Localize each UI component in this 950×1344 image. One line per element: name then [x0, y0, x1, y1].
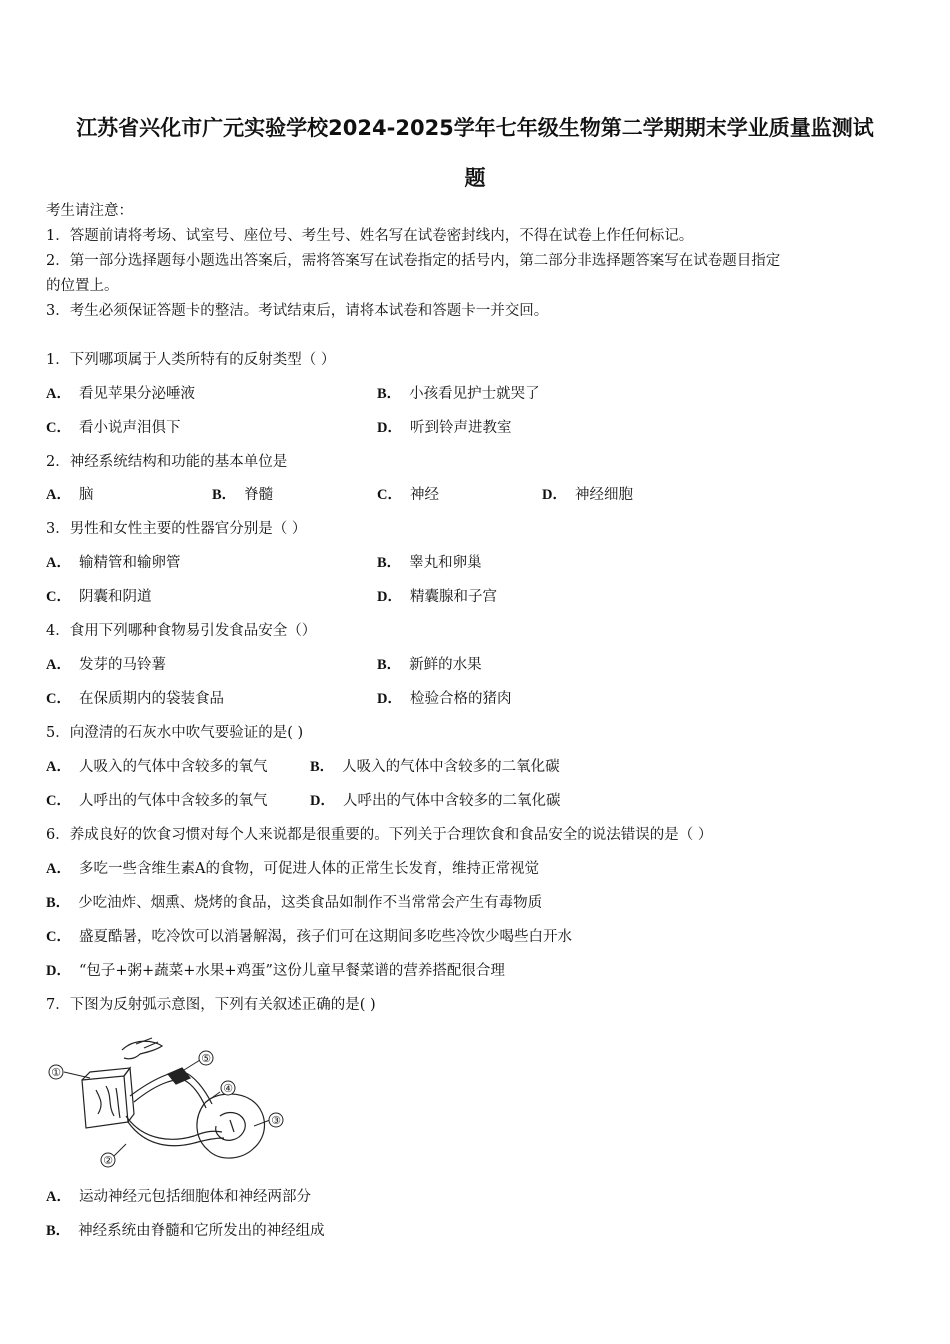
- question-7-stem: 7．下图为反射弧示意图，下列有关叙述正确的是( ): [46, 997, 376, 1013]
- option-letter: B．: [46, 1223, 71, 1239]
- notice-item-2b: 的位置上。: [46, 278, 119, 294]
- diagram-label-4: ④: [223, 1082, 233, 1095]
- option-text: 小孩看见护士就哭了: [409, 386, 540, 402]
- question-1-option-b: [377, 383, 540, 405]
- question-1-option-c: [46, 417, 180, 439]
- option-letter: A．: [46, 555, 71, 571]
- option-text: 少吃油炸、烟熏、烧烤的食品，这类食品如制作不当常常会产生有毒物质: [78, 895, 543, 911]
- question-6-option-b: [46, 892, 542, 914]
- option-letter: D．: [377, 589, 402, 605]
- option-text: 检验合格的猪肉: [409, 691, 512, 707]
- option-text: 睾丸和卵巢: [409, 555, 482, 571]
- option-letter: A．: [46, 487, 71, 503]
- question-2-option-d: [542, 484, 633, 506]
- question-2-option-b: [212, 484, 273, 506]
- question-6-option-a: [46, 858, 539, 880]
- question-4-stem: 4．食用下列哪种食物易引发食品安全（）: [46, 623, 317, 639]
- option-letter: B．: [377, 386, 402, 402]
- option-letter: D．: [542, 487, 567, 503]
- question-7-option-b: [46, 1220, 325, 1242]
- option-letter: D．: [377, 691, 402, 707]
- question-6-option-d: [46, 960, 505, 982]
- option-letter: C．: [46, 589, 71, 605]
- option-text: “包子+粥+蔬菜+水果+鸡蛋”这份儿童早餐菜谱的营养搭配很合理: [78, 963, 505, 979]
- notice-item-1: 1．答题前请将考场、试室号、座位号、考生号、姓名写在试卷密封线内，不得在试卷上作任何标记。: [46, 228, 694, 244]
- question-4-option-b: [377, 654, 482, 676]
- option-letter: D．: [310, 793, 335, 809]
- option-text: 人呼出的气体中含较多的氧气: [78, 793, 268, 809]
- option-letter: B．: [310, 759, 335, 775]
- notice-item-3: 3．考生必须保证答题卡的整洁。考试结束后，请将本试卷和答题卡一并交回。: [46, 303, 549, 319]
- diagram-label-2: ②: [103, 1154, 113, 1167]
- exam-title-line-1: 江苏省兴化市广元实验学校2024-2025学年七年级生物第二学期期末学业质量监测试: [76, 116, 874, 140]
- question-2-option-a: [46, 484, 93, 506]
- option-letter: B．: [377, 657, 402, 673]
- option-text: 人吸入的气体中含较多的氧气: [78, 759, 268, 775]
- option-text: 人呼出的气体中含较多的二氧化碳: [342, 793, 561, 809]
- option-letter: C．: [46, 691, 71, 707]
- question-4-option-a: [46, 654, 166, 676]
- option-letter: B．: [46, 895, 71, 911]
- option-letter: A．: [46, 657, 71, 673]
- option-text: 看小说声泪俱下: [78, 420, 181, 436]
- option-text: 精囊腺和子宫: [409, 589, 497, 605]
- question-5-option-a: [46, 756, 267, 778]
- option-letter: A．: [46, 386, 71, 402]
- option-text: 新鲜的水果: [409, 657, 482, 673]
- question-6-option-c: [46, 926, 572, 948]
- option-text: 盛夏酷暑，吃冷饮可以消暑解渴，孩子们可在这期间多吃些冷饮少喝些白开水: [78, 929, 572, 945]
- option-letter: A．: [46, 1189, 71, 1205]
- question-3-option-d: [377, 586, 497, 608]
- option-letter: B．: [377, 555, 402, 571]
- option-letter: C．: [46, 420, 71, 436]
- question-5-option-c: [46, 790, 267, 812]
- question-3-stem: 3．男性和女性主要的性器官分别是（ ）: [46, 521, 307, 537]
- option-letter: D．: [46, 963, 71, 979]
- exam-title-line-2: 题: [464, 166, 486, 190]
- option-text: 输精管和输卵管: [78, 555, 181, 571]
- option-text: 神经: [409, 487, 439, 503]
- option-letter: C．: [377, 487, 402, 503]
- question-5-stem: 5．向澄清的石灰水中吹气要验证的是( ): [46, 725, 304, 741]
- diagram-label-3: ③: [271, 1114, 281, 1127]
- notice-item-2a: 2．第一部分选择题每小题选出答案后，需将答案写在试卷指定的括号内，第二部分非选择题答案写在试卷题目指定: [46, 253, 781, 269]
- option-text: 神经系统由脊髓和它所发出的神经组成: [78, 1223, 325, 1239]
- option-text: 人吸入的气体中含较多的二氧化碳: [342, 759, 560, 775]
- question-1-option-d: [377, 417, 511, 439]
- option-letter: B．: [212, 487, 237, 503]
- question-6-stem: 6．养成良好的饮食习惯对每个人来说都是很重要的。下列关于合理饮食和食品安全的说法错误的是（ ）: [46, 827, 713, 843]
- option-text: 脊髓: [244, 487, 274, 503]
- option-text: 在保质期内的袋装食品: [78, 691, 224, 707]
- question-2-option-c: [377, 484, 439, 506]
- option-text: 听到铃声进教室: [409, 420, 512, 436]
- reflex-arc-diagram: [44, 1032, 290, 1174]
- question-3-option-a: [46, 552, 180, 574]
- option-text: 运动神经元包括细胞体和神经两部分: [78, 1189, 311, 1205]
- option-letter: C．: [46, 929, 71, 945]
- option-text: 阴囊和阴道: [78, 589, 152, 605]
- option-text: 神经细胞: [574, 487, 633, 503]
- question-4-option-c: [46, 688, 224, 710]
- question-7-option-a: [46, 1186, 311, 1208]
- option-letter: A．: [46, 759, 71, 775]
- question-5-option-b: [310, 756, 560, 778]
- option-text: 脑: [78, 487, 94, 503]
- option-letter: A．: [46, 861, 71, 877]
- diagram-label-1: ①: [51, 1066, 61, 1079]
- question-1-stem: 1．下列哪项属于人类所特有的反射类型（ ）: [46, 352, 336, 368]
- option-text: 多吃一些含维生素A的食物，可促进人体的正常生长发育，维持正常视觉: [78, 861, 539, 877]
- question-3-option-c: [46, 586, 151, 608]
- question-5-option-d: [310, 790, 560, 812]
- question-4-option-d: [377, 688, 511, 710]
- question-1-option-a: [46, 383, 195, 405]
- option-text: 发芽的马铃薯: [78, 657, 166, 673]
- question-2-stem: 2．神经系统结构和功能的基本单位是: [46, 454, 288, 470]
- option-letter: D．: [377, 420, 402, 436]
- question-3-option-b: [377, 552, 482, 574]
- diagram-label-5: ⑤: [201, 1052, 211, 1065]
- option-text: 看见苹果分泌唾液: [78, 386, 195, 402]
- option-letter: C．: [46, 793, 71, 809]
- notice-heading: 考生请注意：: [46, 203, 133, 219]
